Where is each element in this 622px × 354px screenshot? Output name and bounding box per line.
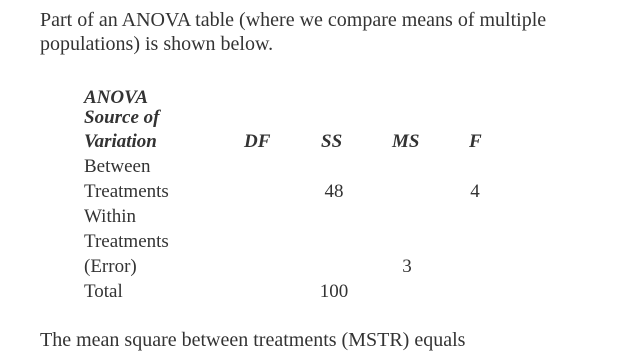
total-ss-value: 100 bbox=[319, 281, 349, 302]
table-header-ss: SS bbox=[321, 131, 343, 152]
row-label-within: Within bbox=[84, 206, 137, 227]
table-header-df: DF bbox=[244, 131, 271, 152]
within-ms-value: 3 bbox=[402, 256, 412, 277]
row-label-treatments-1: Treatments bbox=[84, 181, 169, 202]
row-label-total: Total bbox=[84, 281, 123, 302]
table-title-anova: ANOVA bbox=[84, 87, 149, 108]
table-header-variation: Variation bbox=[84, 131, 157, 152]
table-title-source-of: Source of bbox=[84, 107, 160, 128]
intro-paragraph: Part of an ANOVA table (where we compare means of multiple populations) is shown below. bbox=[40, 9, 547, 55]
between-ss-value: 48 bbox=[324, 181, 344, 202]
table-header-f: F bbox=[469, 131, 482, 152]
row-label-error: (Error) bbox=[84, 256, 137, 277]
between-f-value: 4 bbox=[470, 181, 480, 202]
table-header-ms: MS bbox=[392, 131, 420, 152]
row-label-between: Between bbox=[84, 156, 151, 177]
question-text: The mean square between treatments (MSTR) equals bbox=[40, 329, 466, 351]
row-label-treatments-2: Treatments bbox=[84, 231, 169, 252]
